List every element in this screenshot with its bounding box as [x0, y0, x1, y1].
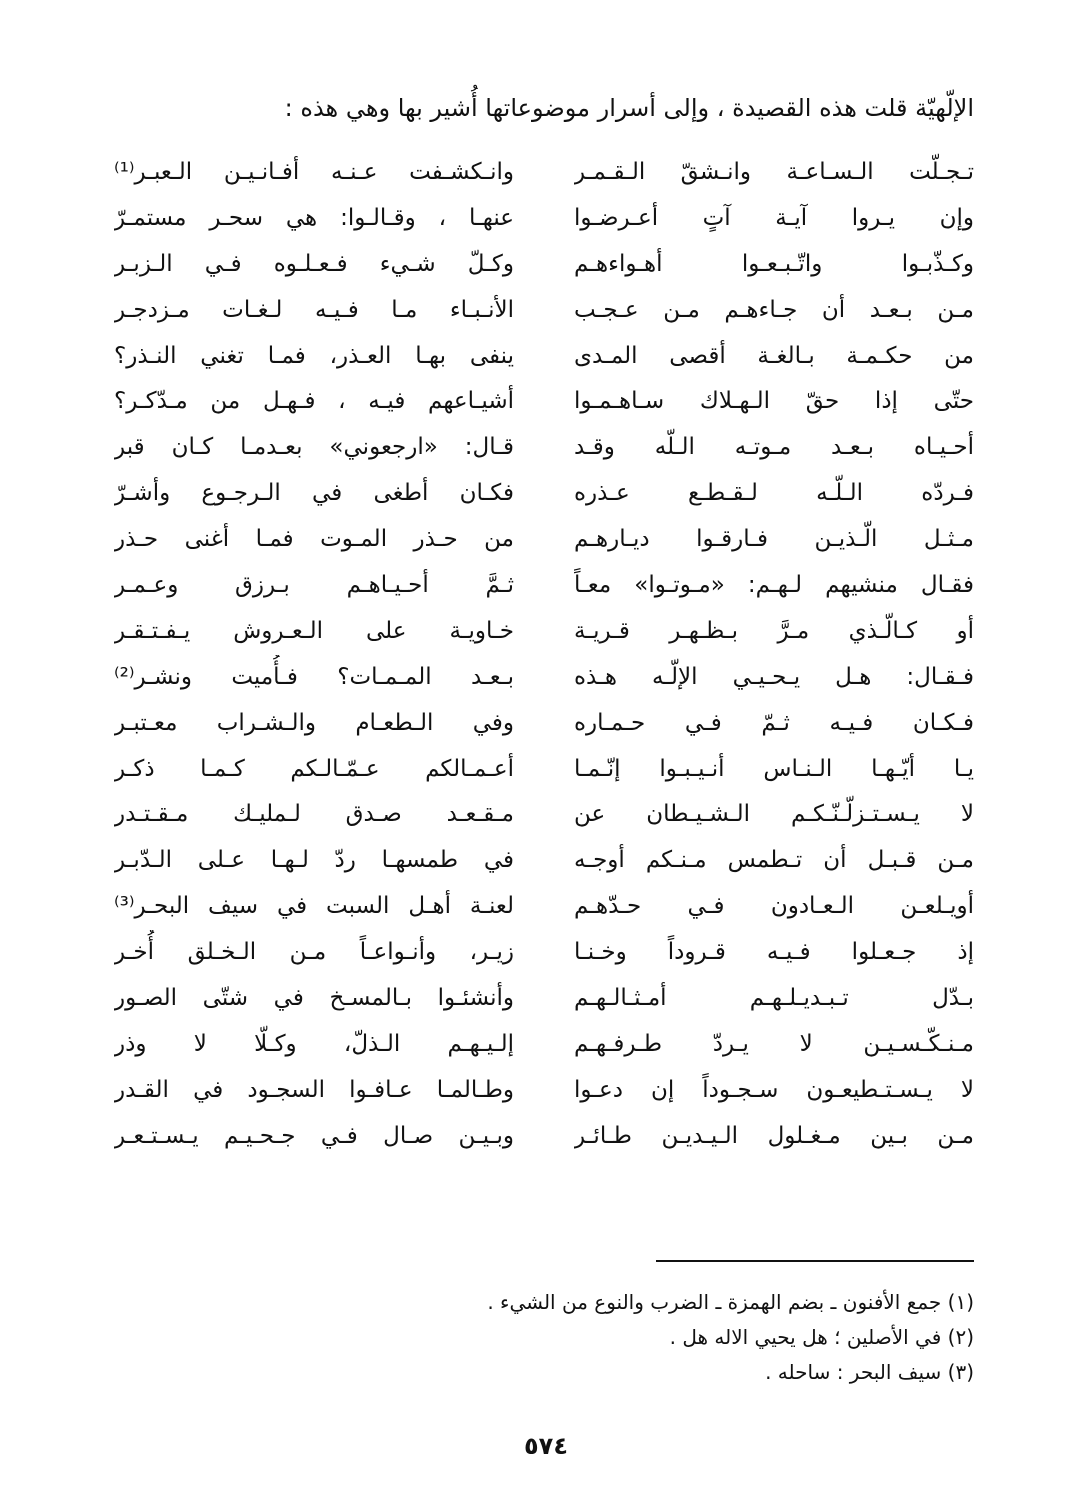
poem: [114, 150, 974, 1230]
first-hemistich: بـدّل تـبـديـلـهـم أمـثـالـهـم: [574, 985, 974, 1012]
footnotes: [114, 1285, 974, 1390]
footnote-2: (٢) في الأصلين ؛ هل يحيي الاله هل .: [669, 1325, 974, 1349]
first-hemistich: وكـذّبـوا واتّـبـعـوا أهـواءهـم: [574, 250, 974, 277]
second-hemistich: فكـان أطغى في الـرجـوع وأشـرّ: [114, 480, 514, 507]
verse: [114, 517, 974, 563]
verse: [114, 1114, 974, 1160]
second-hemistich: وكـلّ شـيء فـعـلـوه فـي الـزبـر: [114, 250, 514, 277]
second-hemistich: عنهـا ، وقـالـوا: هي سحـر مستمـرّ: [114, 204, 514, 231]
verse: [114, 930, 974, 976]
first-hemistich: لا يـسـتـطيعـون سـجـوداً إن دعـوا: [574, 1076, 974, 1103]
second-hemistich: مـقـعـد صـدق لـمليـك مـقـتـدر: [114, 801, 514, 828]
first-hemistich: فـكـان فـيـه ثـمّ فـي حـمـاره: [574, 709, 974, 736]
first-hemistich: لا يـسـتـزلّـنّـكـم الـشـيـطان عن: [574, 801, 974, 828]
footnote-1: (١) جمع الأفنون ـ بضم الهمزة ـ الضرب والنوع من الشيء .: [487, 1290, 974, 1314]
verse: [114, 334, 974, 380]
first-hemistich: فـقـال: هـل يـحـيـي الإلّـه هـذه: [574, 663, 974, 690]
verse: [114, 425, 974, 471]
verse: [114, 288, 974, 334]
verse: [114, 747, 974, 793]
verse: [114, 471, 974, 517]
verse: [114, 563, 974, 609]
second-hemistich: أشيـاعهم فيـه ، فـهـل من مـدّكـر؟: [114, 388, 514, 415]
second-hemistich: بـعـد المـمـات؟ فـأُميت ونشـر⁽²⁾: [114, 663, 514, 690]
second-hemistich: وطـالمـا عـافـوا السجـود في القـدر: [114, 1076, 514, 1103]
verse: [114, 1022, 974, 1068]
second-hemistich: ثـمَّ أحـيـاهـم بـرزق وعـمـر: [114, 572, 514, 599]
second-hemistich: قـال: «ارجعوني» بعـدمـا كـان قبر: [114, 434, 514, 461]
second-hemistich: خـاويـة على الـعـروش يـفـتـقـر: [114, 617, 514, 644]
verse: [114, 884, 974, 930]
verse: [114, 838, 974, 884]
verse: [114, 701, 974, 747]
second-hemistich: لعنـة أهـل السبت في سيف البحـر⁽³⁾: [114, 893, 514, 920]
first-hemistich: إذ جـعـلوا فـيـه قـروداً وخـنـا: [574, 939, 974, 966]
first-hemistich: مـنـكّـسـيـن لا يـردّ طـرفـهـم: [574, 1030, 974, 1057]
first-hemistich: حتّى إذا حقّ الـهـلاك سـاهـمـوا: [574, 388, 974, 415]
second-hemistich: أعـمـالكم عـمّـالـكم كـمـا ذكـر: [114, 755, 514, 782]
second-hemistich: زيـر، وأنـواعـاً مـن الـخـلق أُخـر: [114, 939, 514, 966]
first-hemistich: يـا أيّـهـا الـنـاس أنـيـبـوا إنّـمـا: [574, 755, 974, 782]
second-hemistich: وأنشئـوا بـالمسـخ في شتّى الصـور: [114, 985, 514, 1012]
footnote-3: (٣) سيف البحر : ساحله .: [765, 1360, 974, 1384]
first-hemistich: من حكـمـة بـالغـة أقصى المـدى: [574, 342, 974, 369]
verse: [114, 655, 974, 701]
verse: [114, 1068, 974, 1114]
first-hemistich: وإن يـروا آيـة آتٍ أعـرضـوا: [574, 204, 974, 231]
first-hemistich: تـجـلّت الـسـاعـة وانـشقّ الـقـمـر: [574, 159, 974, 185]
intro-line: الإلّهيّة قلت هذه القصيدة ، وإلى أسرار موضوعاتها أُشير بها وهي هذه :: [284, 94, 974, 122]
verse: [114, 196, 974, 242]
second-hemistich: وانـكشـفت عـنـه أفـانـيـن الـعبـر⁽¹⁾: [114, 159, 514, 185]
first-hemistich: فـردّه الـلّـه لـقـطـع عـذره: [574, 480, 974, 507]
page-number: ٥٧٤: [524, 1432, 568, 1460]
verse: [114, 242, 974, 288]
first-hemistich: مـن بـين مـغـلول الـيـديـن طـائـر: [574, 1122, 974, 1149]
second-hemistich: ينفى بهـا العـذر، فمـا تغني النـذر؟: [114, 342, 514, 369]
second-hemistich: وبـيـن صـال فـي جـحـيـم يـسـتـعـر: [114, 1122, 514, 1149]
verse: [114, 150, 974, 196]
first-hemistich: أحـيـاه بـعـد مـوتـه الـلّه وقـد: [574, 434, 974, 461]
second-hemistich: إلـيـهـم الـذلّ، وكـلّا لا وذر: [114, 1030, 514, 1057]
second-hemistich: وفي الـطعـام والـشـراب معـتبـر: [114, 709, 514, 736]
verse: [114, 609, 974, 655]
verse: [114, 792, 974, 838]
first-hemistich: مـثـل الّـذيـن فـارقـوا ديـارهـم: [574, 526, 974, 553]
first-hemistich: مـن قـبـل أن تـطمس مـنـكم أوجـه: [574, 847, 974, 874]
footnote-divider: [656, 1260, 974, 1262]
second-hemistich: الأنـبـاء مـا فـيـه لـغـات مـزدجـر: [114, 296, 514, 323]
verse: [114, 976, 974, 1022]
first-hemistich: أويـلعـن الـعـادون فـي حـدّهـم: [574, 893, 974, 920]
verse: [114, 379, 974, 425]
first-hemistich: مـن بـعـد أن جـاءهـم مـن عـجـب: [574, 296, 974, 323]
first-hemistich: فقـال منشيهم لـهـم: «مـوتـوا» معـاً: [574, 572, 974, 599]
second-hemistich: في طمسهـا ردّ لـهـا عـلى الـدّبـر: [114, 847, 514, 874]
second-hemistich: من حـذر المـوت فمـا أغنى حـذر: [114, 526, 514, 553]
first-hemistich: أو كـالّـذي مـرَّ بـظـهـر قـريـة: [574, 617, 974, 644]
